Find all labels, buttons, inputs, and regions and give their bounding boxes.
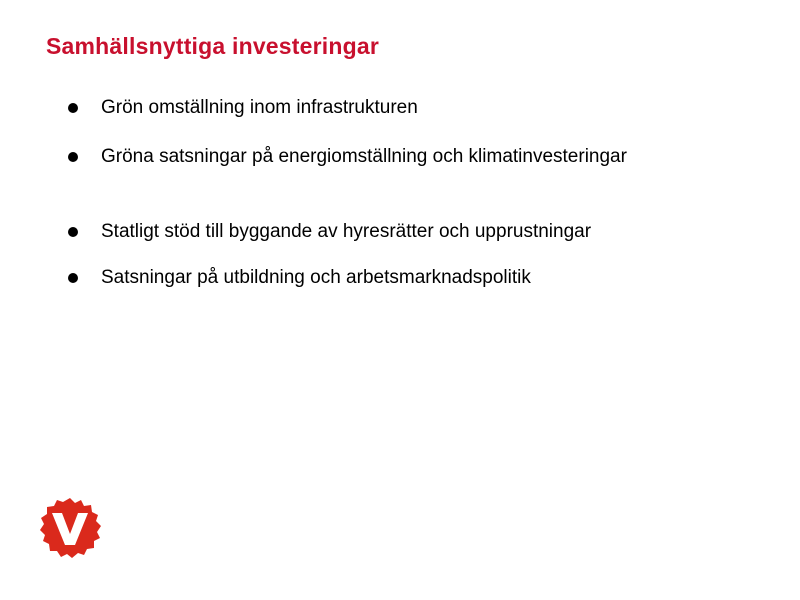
bullet-text: Statligt stöd till byggande av hyresrätter och upprustningar: [101, 221, 592, 242]
logo-graphic: [38, 496, 102, 560]
bullet-text: Satsningar på utbildning och arbetsmarknadspolitik: [101, 267, 531, 288]
bullet-dot-icon: [68, 227, 78, 237]
bullet-dot-icon: [68, 152, 78, 162]
bullet-text: Gröna satsningar på energiomställning och klimatinvesteringar: [101, 146, 627, 167]
bullet-text: Grön omställning inom infrastrukturen: [101, 97, 418, 118]
bullet-dot-icon: [68, 103, 78, 113]
slide-title: Samhällsnyttiga investeringar: [46, 33, 380, 59]
logo-badge-shape: [40, 498, 101, 558]
bullet-dot-icon: [68, 273, 78, 283]
party-logo-v-icon: [38, 496, 102, 560]
